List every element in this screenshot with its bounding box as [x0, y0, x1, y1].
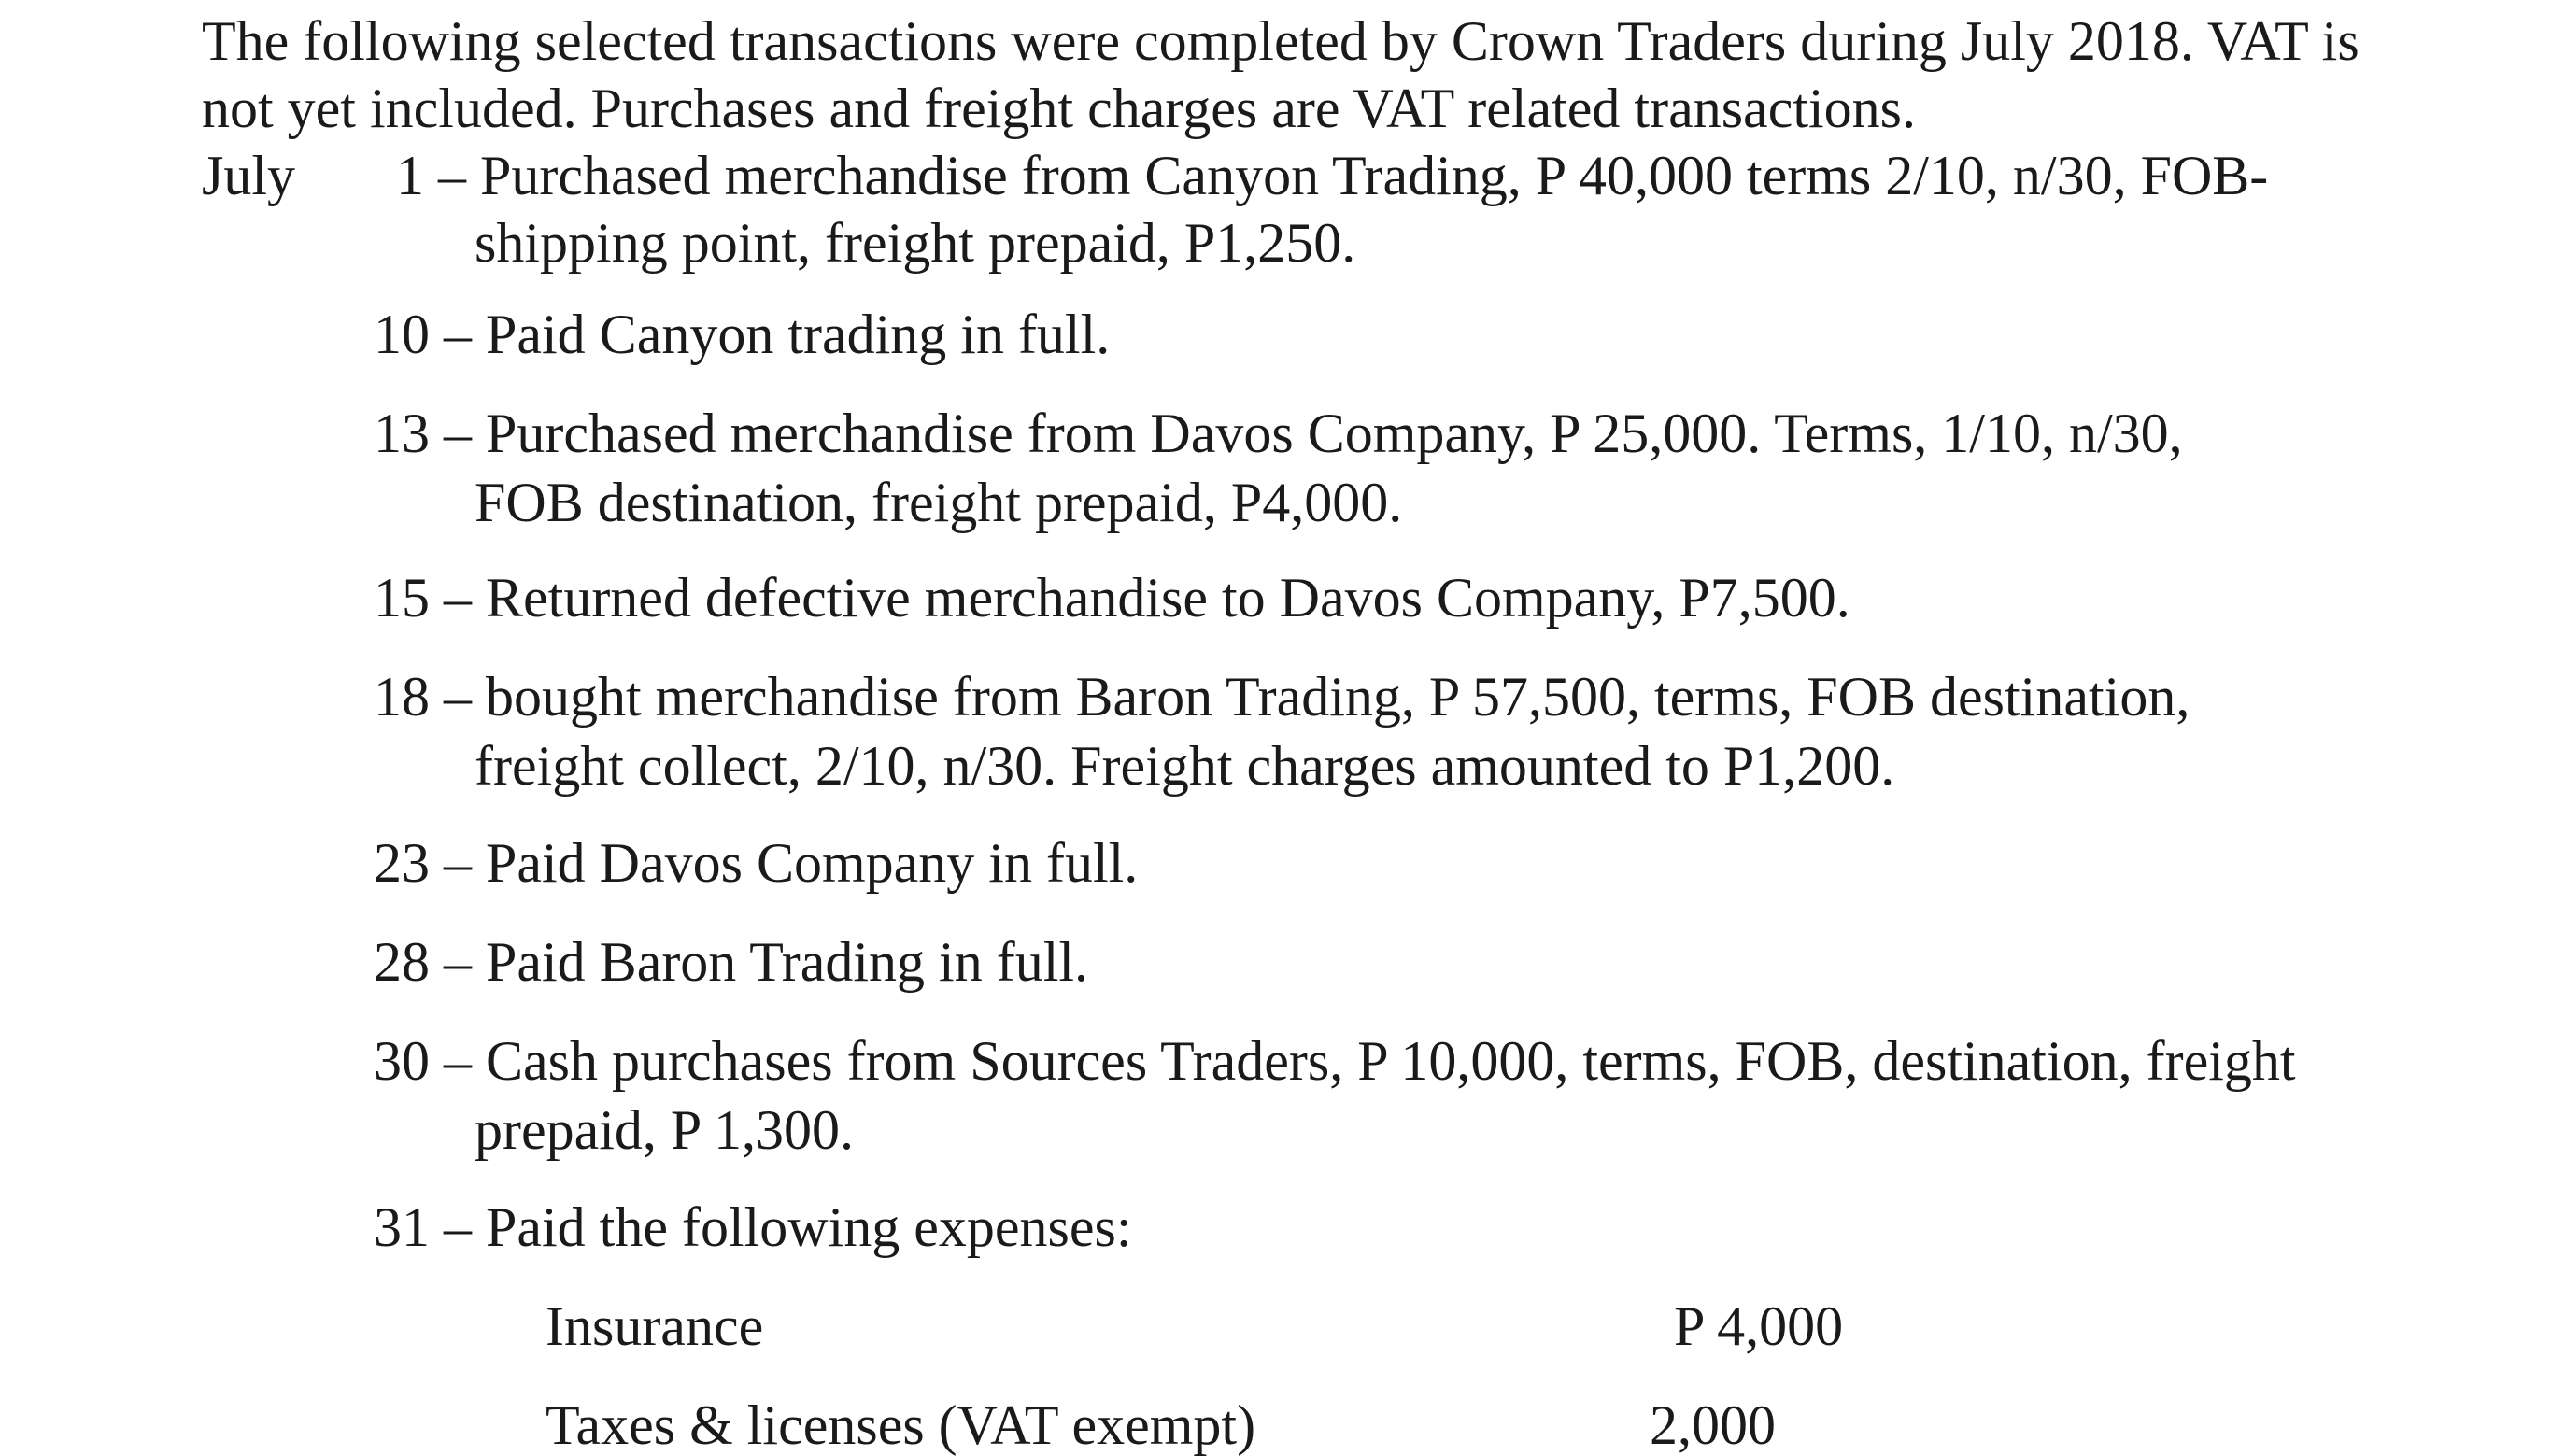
transaction-30-line-2: prepaid, P 1,300. — [475, 1099, 855, 1161]
transaction-31-line-1: 31 – Paid the following expenses: — [374, 1196, 1132, 1258]
intro-line-1: The following selected transactions were completed by Crown Traders during July 2018. VAT is — [202, 10, 2360, 72]
transaction-1-line-2: shipping point, freight prepaid, P1,250. — [475, 212, 1356, 274]
transaction-13-line-1: 13 – Purchased merchandise from Davos Company, P 25,000. Terms, 1/10, n/30, — [374, 403, 2183, 464]
expense-label-insurance: Insurance — [546, 1295, 764, 1357]
transaction-30-line-1: 30 – Cash purchases from Sources Traders, P 10,000, terms, FOB, destination, freight — [374, 1030, 2296, 1092]
transaction-15-line-1: 15 – Returned defective merchandise to Davos Company, P7,500. — [374, 567, 1850, 629]
expense-amount-taxes: 2,000 — [1650, 1394, 1776, 1456]
transaction-18-line-2: freight collect, 2/10, n/30. Freight charges amounted to P1,200. — [475, 735, 1895, 797]
transaction-13-line-2: FOB destination, freight prepaid, P4,000. — [475, 472, 1403, 533]
month-label: July — [202, 145, 296, 206]
transaction-10-line-1: 10 – Paid Canyon trading in full. — [374, 304, 1111, 365]
expense-amount-insurance: P 4,000 — [1674, 1295, 1844, 1357]
expense-label-taxes: Taxes & licenses (VAT exempt) — [546, 1394, 1256, 1456]
transaction-18-line-1: 18 – bought merchandise from Baron Trading, P 57,500, terms, FOB destination, — [374, 666, 2190, 728]
transaction-23-line-1: 23 – Paid Davos Company in full. — [374, 832, 1139, 894]
transaction-28-line-1: 28 – Paid Baron Trading in full. — [374, 931, 1089, 993]
transaction-1-line-1: 1 – Purchased merchandise from Canyon Trading, P 40,000 terms 2/10, n/30, FOB- — [396, 145, 2269, 206]
intro-line-2: not yet included. Purchases and freight charges are VAT related transactions. — [202, 78, 1917, 139]
